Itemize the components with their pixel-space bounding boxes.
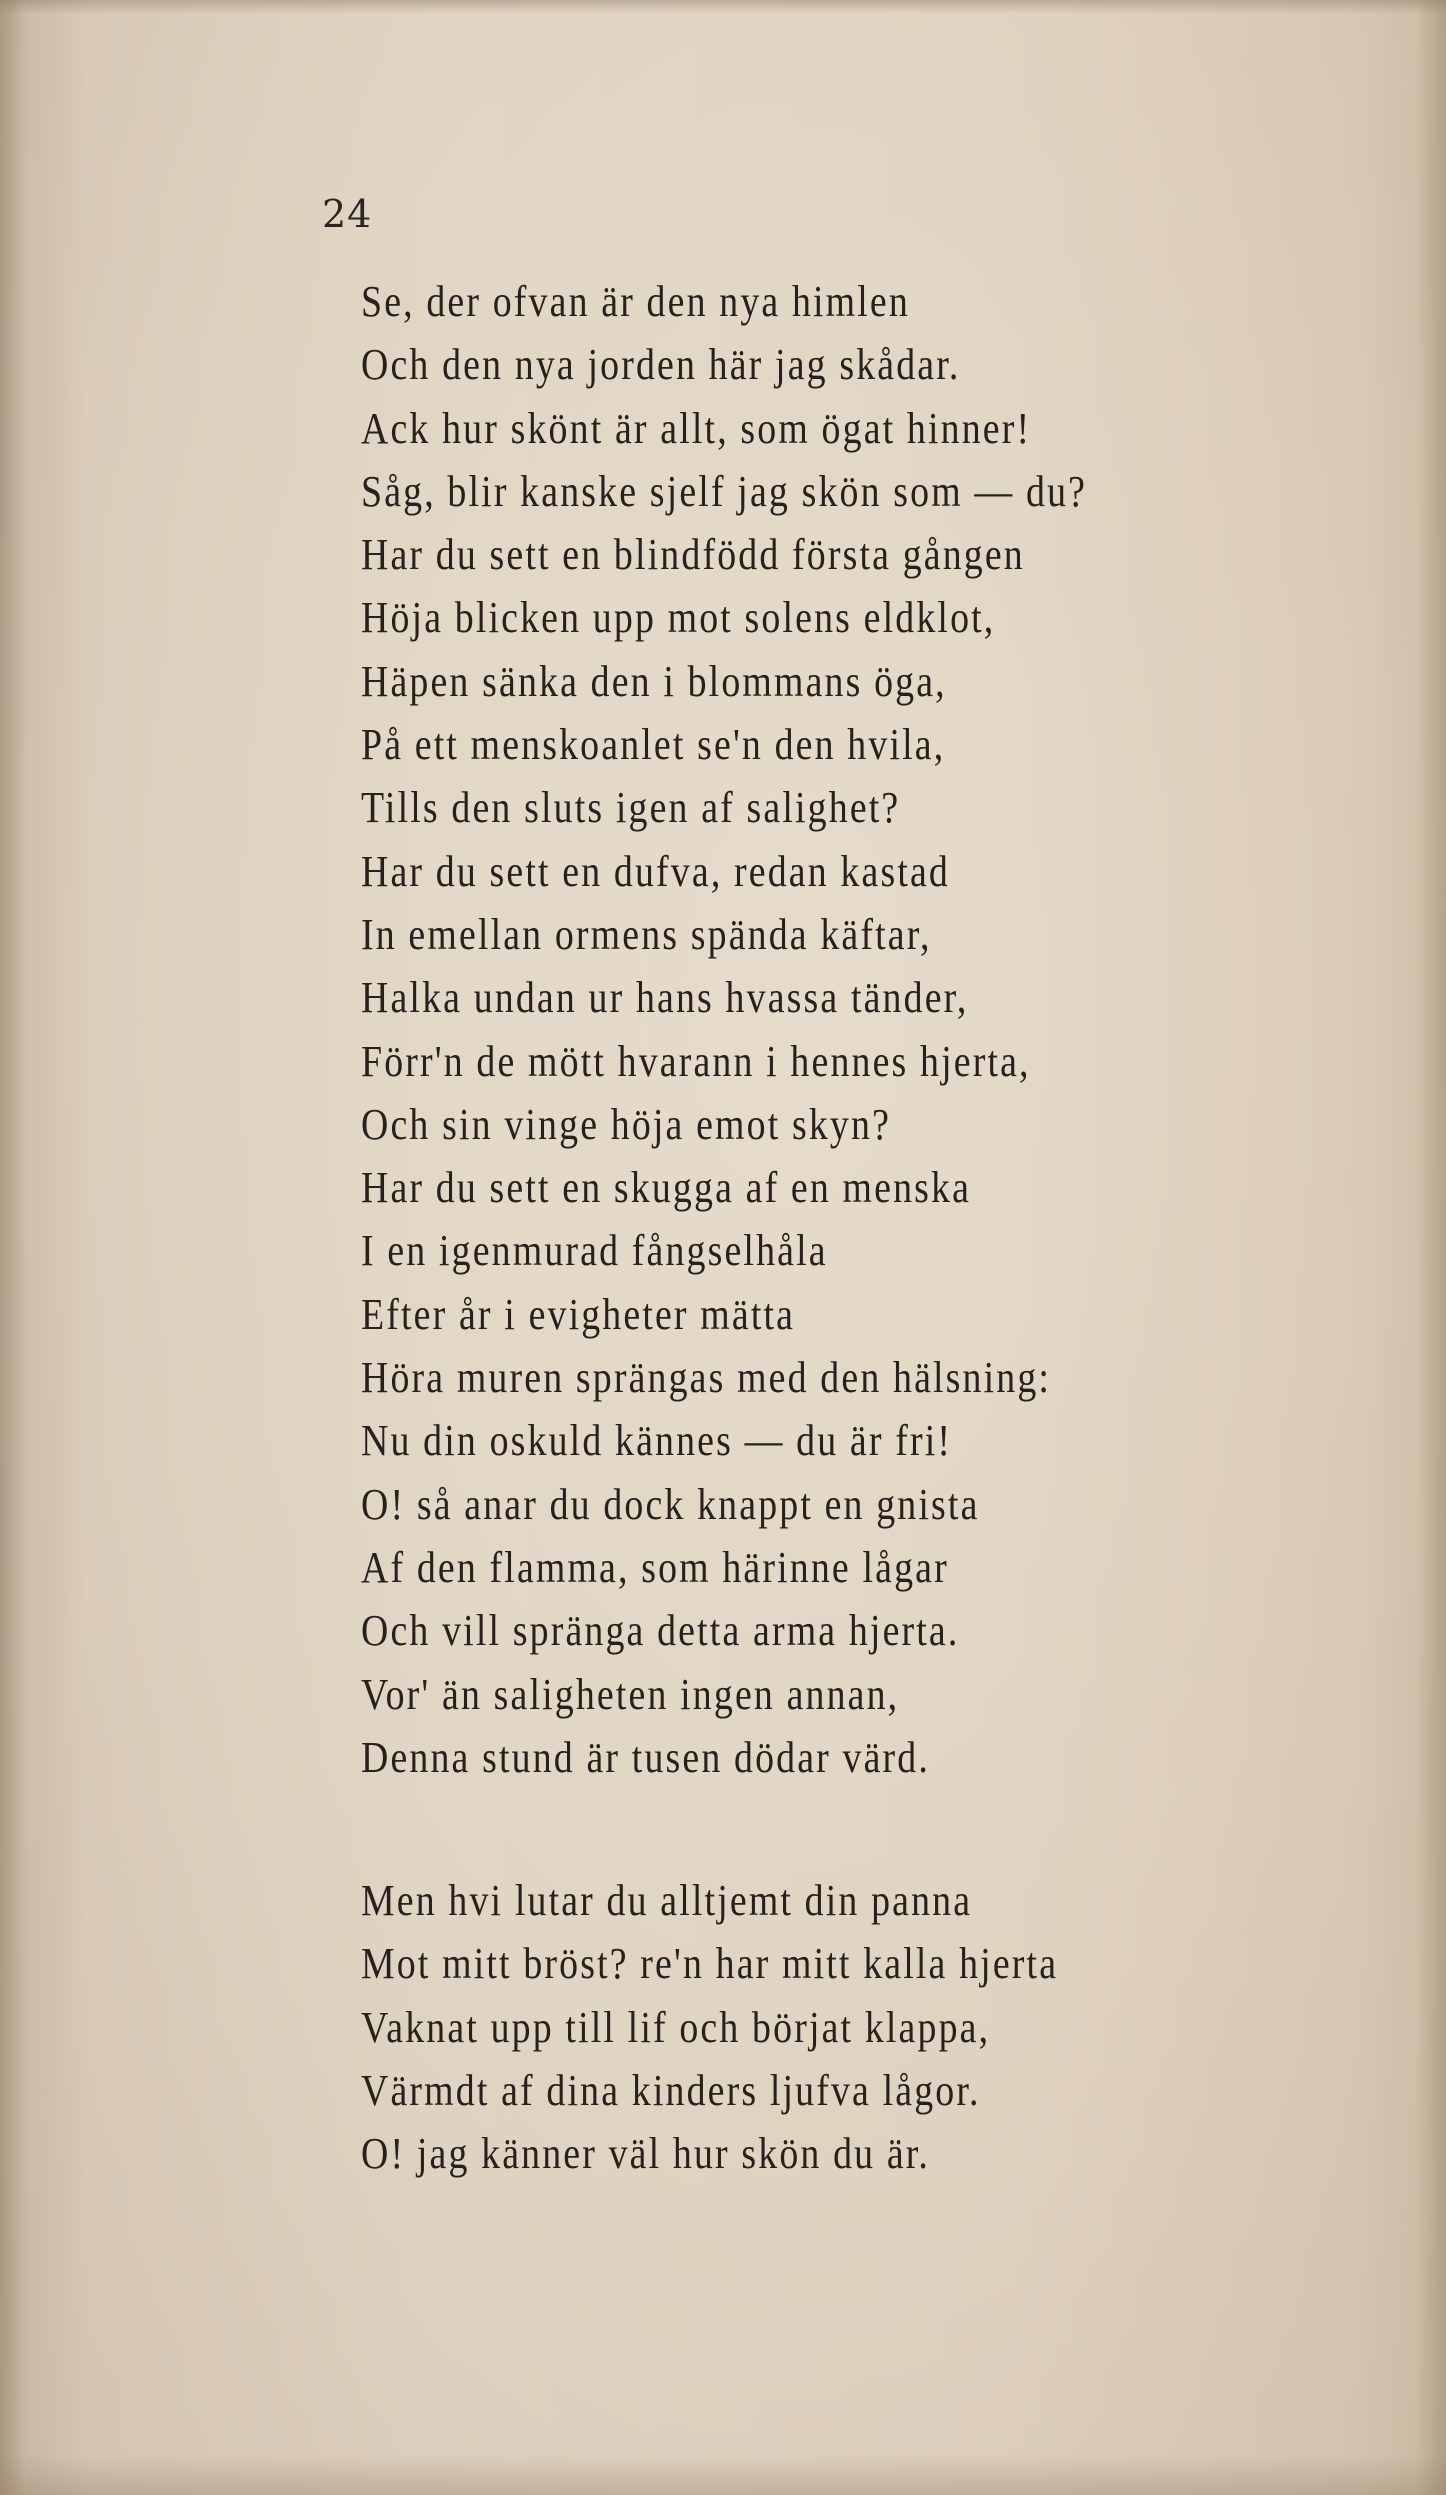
page-edge-left bbox=[0, 0, 26, 2495]
poem-line: O! jag känner väl hur skön du är. bbox=[361, 2129, 931, 2179]
poem-line: Höja blicken upp mot solens eldklot, bbox=[361, 593, 996, 643]
poem-line: Efter år i evigheter mätta bbox=[361, 1289, 796, 1339]
poem-line: Halka undan ur hans hvassa tänder, bbox=[361, 973, 969, 1023]
poem-line: Har du sett en blindfödd första gången bbox=[361, 530, 1025, 580]
poem-text bbox=[361, 270, 1204, 2186]
poem-line: Vaknat upp till lif och börjat klappa, bbox=[361, 2002, 991, 2052]
poem-line: Värmdt af dina kinders ljufva lågor. bbox=[361, 2066, 981, 2116]
poem-line: Vor' än saligheten ingen annan, bbox=[361, 1669, 900, 1719]
poem-line: In emellan ormens spända käftar, bbox=[361, 909, 932, 959]
poem-line: Men hvi lutar du alltjemt din panna bbox=[361, 1876, 973, 1926]
poem-line: Denna stund är tusen dödar värd. bbox=[361, 1732, 930, 1782]
stanza-break bbox=[361, 1789, 1204, 1869]
poem-line: Har du sett en dufva, redan kastad bbox=[361, 846, 951, 896]
page-edge-bottom bbox=[0, 2455, 1446, 2495]
stanza-2 bbox=[361, 1869, 1204, 2185]
page-number: 24 bbox=[322, 192, 373, 236]
poem-line: Mot mitt bröst? re'n har mitt kalla hjerta bbox=[361, 1939, 1059, 1989]
poem-line: I en igenmurad fångselhåla bbox=[361, 1226, 828, 1276]
page-edge-right bbox=[1416, 0, 1446, 2495]
poem-line: Och sin vinge höja emot skyn? bbox=[361, 1099, 892, 1149]
poem-line: Ack hur skönt är allt, som ögat hinner! bbox=[361, 403, 1032, 453]
stanza-1 bbox=[361, 270, 1204, 1789]
poem-line: Tills den sluts igen af salighet? bbox=[361, 783, 901, 833]
poem-line: Förr'n de mött hvarann i hennes hjerta, bbox=[361, 1036, 1031, 1086]
poem-line: Har du sett en skugga af en menska bbox=[361, 1163, 972, 1213]
poem-line: O! så anar du dock knappt en gnista bbox=[361, 1479, 980, 1529]
poem-line: Och den nya jorden här jag skådar. bbox=[361, 340, 961, 390]
page-edge-top bbox=[0, 0, 1446, 14]
poem-line: Af den flamma, som härinne lågar bbox=[361, 1542, 949, 1592]
poem-line: På ett menskoanlet se'n den hvila, bbox=[361, 720, 946, 770]
poem-line: Höra muren sprängas med den hälsning: bbox=[361, 1353, 1052, 1403]
poem-line: Nu din oskuld kännes — du är fri! bbox=[361, 1416, 953, 1466]
poem-line: Såg, blir kanske sjelf jag skön som — du? bbox=[361, 466, 1088, 516]
poem-line: Och vill spränga detta arma hjerta. bbox=[361, 1606, 960, 1656]
poem-line: Häpen sänka den i blommans öga, bbox=[361, 656, 947, 706]
poem-line: Se, der ofvan är den nya himlen bbox=[361, 277, 910, 326]
